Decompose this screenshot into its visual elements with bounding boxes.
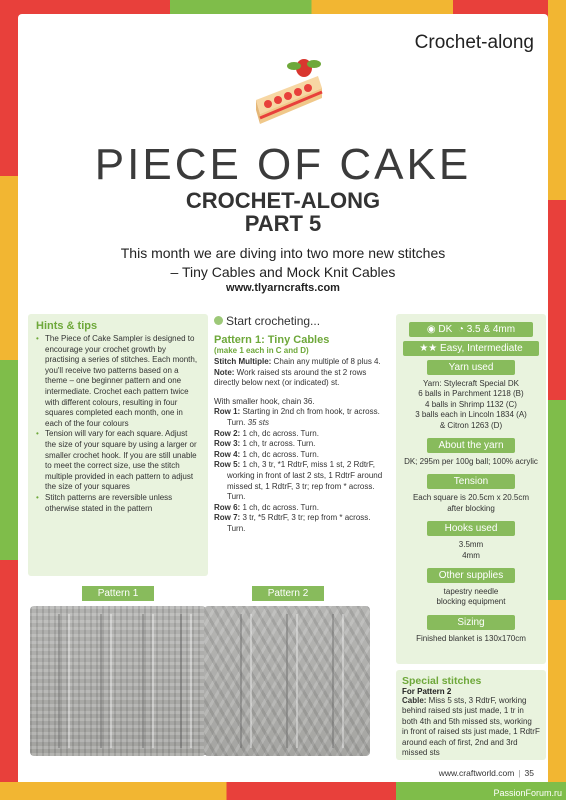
decorative-bottom-band [0,782,566,800]
bullet-dot-icon [214,316,223,325]
weight-hook-badge: ◉ DK ◔ 3.5 & 4mm [409,322,533,337]
special-heading: Special stitches [402,675,482,687]
yarn-used-heading: Yarn used [427,360,515,375]
pattern-2-label: Pattern 2 [252,586,324,601]
pattern-1-column [214,314,390,535]
pattern-row: Row 3: 1 ch, tr across. Turn. [214,439,316,449]
supplies-heading: Other supplies [427,568,515,583]
pattern-row: Row 4: 1 ch, dc across. Turn. [214,449,319,459]
section-tag: Crochet-along [414,32,534,53]
pattern-row: Row 7: 3 tr, *5 RdtrF, 3 tr; rep from * across. Turn. [214,513,371,533]
pattern-2-swatch-image [204,606,370,756]
pattern-1-title: Pattern 1: Tiny Cables [214,334,330,346]
pattern-intro: With smaller hook, chain 36. [214,396,315,406]
hooks-heading: Hooks used [427,521,515,536]
pattern-row: Row 5: 1 ch, 3 tr, *1 RdtrF, miss 1 st, 2 RdtrF, working in front of last 2 sts, 1 RdtrF around missed st, 1 RdtrF, 3 tr; rep from * across. Turn. [214,460,383,502]
website-link[interactable]: www.tlyarncrafts.com [226,282,340,294]
pattern-1-subtitle: (make 1 each in C and D) [214,346,309,355]
start-crocheting: Start crocheting... [214,314,390,328]
page-subtitle: CROCHET-ALONG PART 5 [185,188,381,236]
special-stitches-panel: Special stitches For Pattern 2 Cable: Miss 5 sts, 3 RdtrF, working behind raised sts just made, 1 tr in both 4th and 5th missed sts, working in front of raised sts just made, 1 RdtrF around each of first, 2nd and 3rd missed sts [396,670,546,760]
hints-tips-panel [28,314,208,576]
pattern-1-label: Pattern 1 [82,586,154,601]
decorative-right-border [548,0,566,800]
tension-heading: Tension [427,474,515,489]
page-footer: www.craftworld.com | 35 [438,768,534,778]
hint-item: • Stitch patterns are reversible unless otherwise stated in the pattern [36,493,200,514]
magazine-page [18,14,548,782]
stitch-multiple: Stitch Multiple: Chain any multiple of 8 plus 4. [214,357,381,366]
pattern-row: Row 1: Starting in 2nd ch from hook, tr across. Turn. 35 sts [214,407,380,427]
hint-item: • The Piece of Cake Sampler is designed to encourage your crochet growth by practising a series of stitches. Each month, you'll receive two patterns based on a theme – one beginner pattern and one intermediate. Crochet each pattern twice with different colours, resulting in four squares completed each month, one in each of the four colours [36,334,200,429]
page-title: PIECE OF CAKE [94,140,472,189]
hint-item: • Tension will vary for each square. Adjust the size of your square by using a larger or smaller crochet hook. If you are still unable to meet the correct size, use the stitch multiple provided in each pattern to adjust the size of your squares [36,429,200,493]
pattern-row: Row 2: 1 ch, dc across. Turn. [214,428,319,438]
cake-slice-icon [248,54,328,134]
watermark: PassionForum.ru [493,788,562,798]
yarn-info-panel: ◉ DK ◔ 3.5 & 4mm ★★ Easy, Intermediate Yarn used Yarn: Stylecraft Special DK 6 balls in Parchment 1218 (B) 4 balls in Shrimp 1132 (C) 3 balls each in Lincoln 1834 (A) & Citron 1263 (D) About the yarn DK; 295m per 100g ball; 100% acrylic Tension Each square is 20.5cm x 20.5cm after blocking Hooks used 3.5mm 4mm Other supplies tapestry needle blocking equipment Sizing Finished blanket is 130x170cm [396,314,546,664]
decorative-left-border [0,0,18,800]
page-number: 35 [524,768,534,778]
yarn-ball-icon: ◉ [426,324,436,335]
pattern-row: Row 6: 1 ch, dc across. Turn. [214,502,319,512]
hints-heading: Hints & tips [36,320,98,332]
about-yarn-heading: About the yarn [427,438,515,453]
intro-text: This month we are diving into two more new stitches – Tiny Cables and Mock Knit Cables [120,245,446,280]
hook-icon: ◔ [457,324,464,335]
sizing-heading: Sizing [427,615,515,630]
footer-site[interactable]: www.craftworld.com [438,768,515,778]
pattern-1-swatch-image [30,606,206,756]
pattern-note: Note: Work raised sts around the st 2 rows directly below next (or indicated) st. [214,367,367,388]
skill-level-badge: ★★ Easy, Intermediate [403,341,539,356]
